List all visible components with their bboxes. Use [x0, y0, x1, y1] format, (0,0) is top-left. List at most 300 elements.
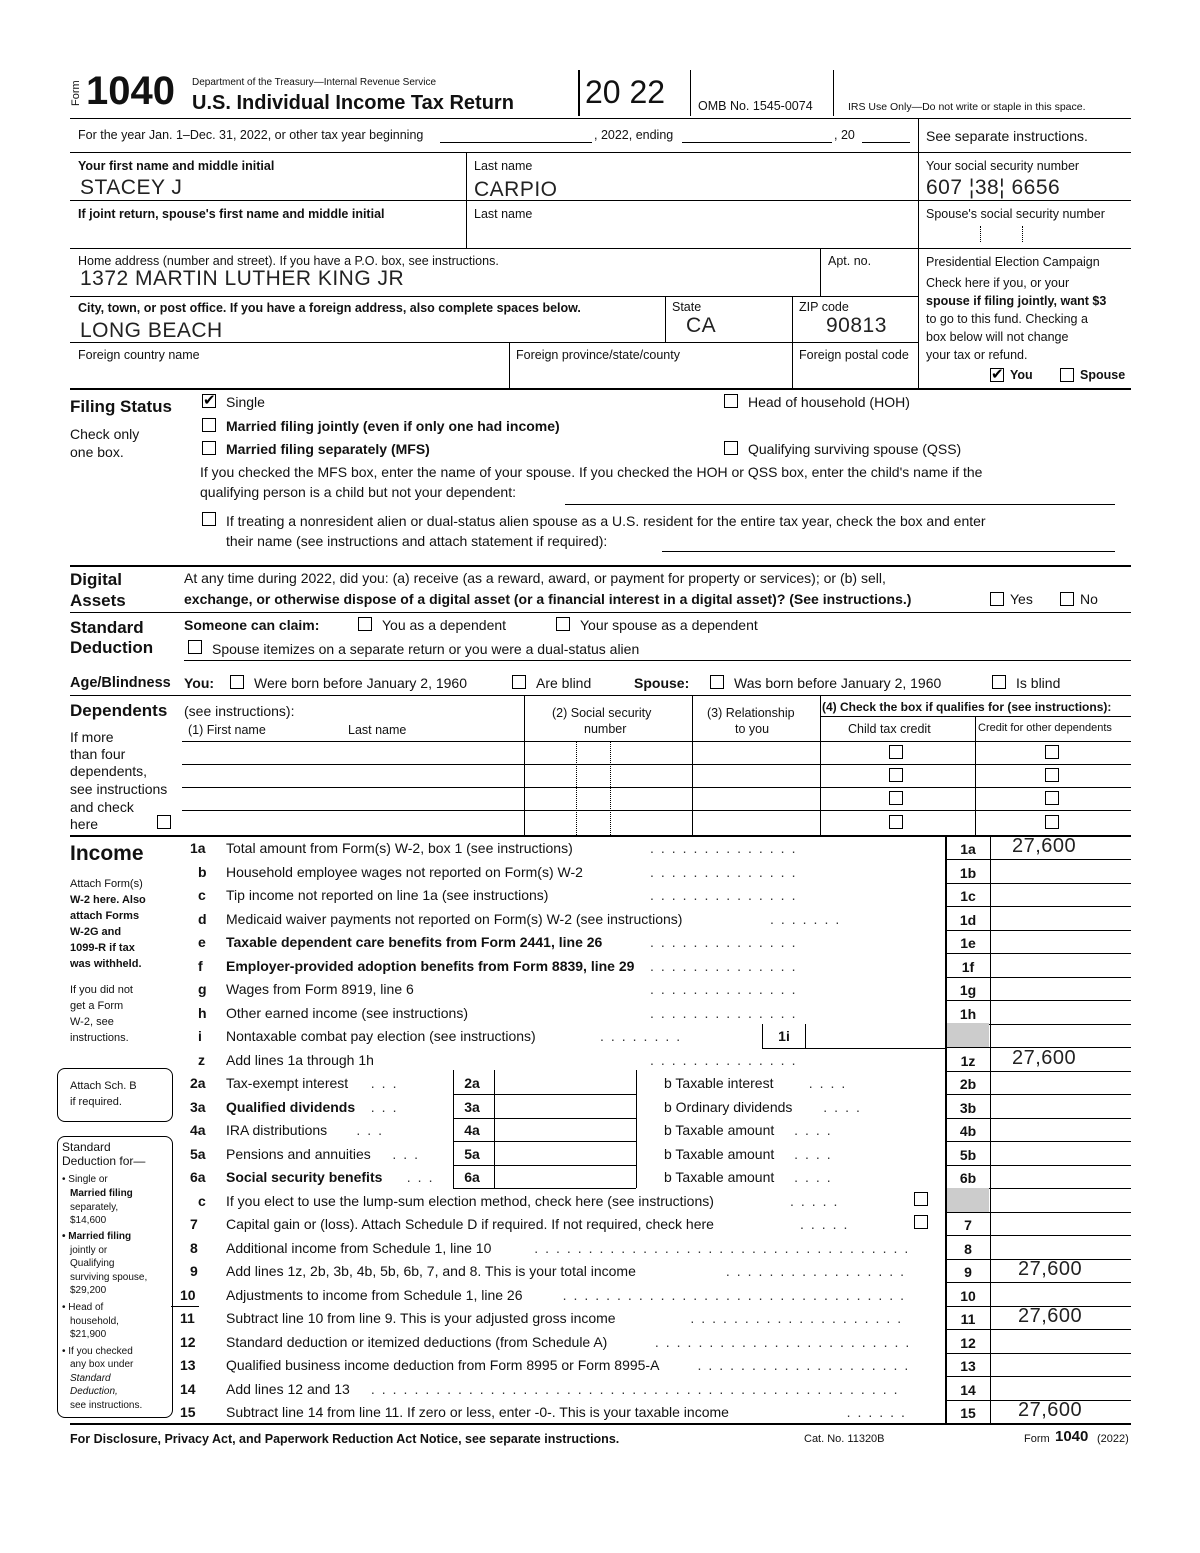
- check-only-1: Check only: [70, 426, 140, 442]
- line-15-text: Subtract line 14 from line 11. If zero or less, enter -0-. This is your taxable income: [226, 1404, 729, 1420]
- line-3a-num: 3a: [190, 1099, 206, 1115]
- leader-dots: ....: [808, 1075, 853, 1091]
- row-rule: [945, 1094, 1131, 1095]
- box-label-13: 13: [960, 1358, 976, 1374]
- sd-11: household,: [70, 1316, 119, 1327]
- row-rule: [945, 1212, 1131, 1213]
- pair-box-bottom: [453, 1094, 636, 1095]
- first-name-value[interactable]: STACEY J: [80, 176, 183, 199]
- digital-no-label: No: [1080, 591, 1098, 607]
- box-label-10: 10: [960, 1288, 976, 1304]
- mfj-label: Married filing jointly (even if only one had income): [226, 418, 560, 434]
- line-3-text: Medicaid waiver payments not reported on Form(s) W-2 (see instructions): [226, 911, 683, 927]
- hoh-checkbox[interactable]: [724, 394, 738, 408]
- dep-col-first-name: (1) First name: [188, 723, 266, 737]
- see-instructions: See separate instructions.: [926, 128, 1088, 144]
- campaign-you-label: You: [1010, 368, 1033, 382]
- digital-yes-label: Yes: [1010, 591, 1033, 607]
- pair-box-bottom: [453, 1118, 636, 1119]
- line-4-text: Taxable dependent care benefits from Form 2441, line 26: [226, 934, 603, 950]
- line-c-num: c: [198, 887, 206, 903]
- line-5b-text: b Taxable amount: [664, 1146, 775, 1162]
- row-rule: [945, 906, 1131, 907]
- spouse-itemizes-label: Spouse itemizes on a separate return or you were a dual-status alien: [212, 641, 640, 657]
- row-rule: [945, 1282, 1131, 1283]
- leader-dots: ..............: [650, 840, 803, 856]
- value-line-11[interactable]: 27,600: [1018, 1305, 1083, 1327]
- form-label: Form: [70, 80, 82, 106]
- leader-dots: ..............: [650, 887, 803, 903]
- spouse-dependent-label: Your spouse as a dependent: [580, 617, 758, 633]
- line-c-text: If you elect to use the lump-sum election method, check here (see instructions): [226, 1193, 714, 1209]
- row-rule: [945, 1071, 1131, 1072]
- single-label: Single: [226, 394, 265, 410]
- mfj-checkbox[interactable]: [202, 418, 216, 432]
- line-8-num: 8: [190, 1240, 198, 1256]
- value-1a[interactable]: 27,600: [1012, 835, 1077, 857]
- line-2b-text: b Taxable interest: [664, 1075, 774, 1091]
- dep-col-check: (4) Check the box if qualifies for (see instructions):: [822, 700, 1112, 714]
- leader-dots: ..............: [650, 864, 803, 880]
- foreign-country-label: Foreign country name: [78, 348, 200, 362]
- campaign-line3: to go to this fund. Checking a: [926, 312, 1088, 326]
- dep2-ctc-checkbox[interactable]: [889, 768, 903, 782]
- dep2-odc-checkbox[interactable]: [1045, 768, 1059, 782]
- form-title: U.S. Individual Income Tax Return: [192, 92, 514, 114]
- pair-box-divider: [494, 1070, 495, 1094]
- row-rule: [945, 883, 1131, 884]
- address-value[interactable]: 1372 MARTIN LUTHER KING JR: [80, 267, 405, 290]
- line-4a-text: IRA distributions: [226, 1122, 328, 1138]
- mfs-label: Married filing separately (MFS): [226, 441, 430, 457]
- line-10-num: 10: [180, 1287, 196, 1303]
- leader-dots: ...: [370, 1099, 404, 1115]
- row-rule: [945, 1376, 1131, 1377]
- dep-col-odc: Credit for other dependents: [978, 722, 1112, 734]
- row-rule: [945, 1141, 1131, 1142]
- row-rule: [945, 1329, 1131, 1330]
- zip-label: ZIP code: [799, 300, 849, 314]
- spouse-last-label: Last name: [474, 207, 533, 221]
- line-15-num: 15: [180, 1404, 196, 1420]
- box-label-2b: 2b: [959, 1076, 977, 1092]
- spouse-itemizes-checkbox[interactable]: [188, 640, 202, 654]
- line-7-text: Capital gain or (loss). Attach Schedule D if required. If not required, check here: [226, 1216, 714, 1232]
- age-spouse: Spouse:: [634, 675, 690, 691]
- line-14-text: Add lines 12 and 13: [226, 1381, 350, 1397]
- attach-3: attach Forms: [70, 910, 140, 922]
- leader-dots: .................................................: [370, 1381, 905, 1397]
- box-label-3a: 3a: [464, 1099, 480, 1115]
- box-label-8: 8: [964, 1241, 972, 1257]
- line-h-num: h: [198, 1005, 207, 1021]
- zip-value[interactable]: 90813: [826, 314, 887, 337]
- line-b-num: b: [198, 864, 207, 880]
- footer-cat: Cat. No. 11320B: [804, 1433, 885, 1445]
- box-label-4b: 4b: [959, 1123, 977, 1139]
- box-label-6a: 6a: [464, 1169, 480, 1185]
- line-2-text: Tip income not reported on line 1a (see instructions): [226, 887, 549, 903]
- dep-side-1: If more: [70, 729, 114, 745]
- comma-20: , 20: [834, 128, 855, 142]
- shaded-cell: [947, 1023, 989, 1047]
- pair-box-divider: [494, 1141, 495, 1165]
- foreign-province-label: Foreign province/state/county: [516, 348, 680, 362]
- line-3b-text: b Ordinary dividends: [664, 1099, 793, 1115]
- you-born-checkbox[interactable]: [230, 675, 244, 689]
- sd-12: $21,900: [70, 1329, 107, 1340]
- pair-box-divider: [494, 1094, 495, 1118]
- leader-dots: ........................: [654, 1334, 917, 1350]
- pair-box-divider: [494, 1164, 495, 1188]
- line-2a-text: Tax-exempt interest: [226, 1075, 349, 1091]
- dep1-odc-checkbox[interactable]: [1045, 745, 1059, 759]
- nra-line-2: their name (see instructions and attach statement if required):: [226, 533, 608, 549]
- spouse-first-label: If joint return, spouse's first name and middle initial: [78, 207, 385, 221]
- you-blind-label: Are blind: [536, 675, 592, 691]
- last-name-label: Last name: [474, 159, 533, 173]
- line-6a-num: 6a: [190, 1169, 206, 1185]
- line-1-text: Household employee wages not reported on Form(s) W-2: [226, 864, 583, 880]
- dep-side-5: and check: [70, 799, 134, 815]
- sd-5: • Married filing: [62, 1231, 132, 1242]
- sch-b-box: [57, 1068, 173, 1122]
- box-label-9: 9: [964, 1264, 972, 1280]
- leader-dots: ....................: [690, 1310, 909, 1326]
- campaign-line5: your tax or refund.: [926, 348, 1028, 362]
- footer-form: Form: [1024, 1433, 1050, 1445]
- dep4-ctc-checkbox[interactable]: [889, 815, 903, 829]
- department: Department of the Treasury—Internal Revenue Service: [192, 77, 437, 88]
- campaign-line2: spouse if filing jointly, want $3: [926, 294, 1107, 308]
- line-c-num: c: [198, 1193, 206, 1209]
- attach-1: Attach Form(s): [70, 878, 143, 890]
- line-f-num: f: [198, 958, 203, 974]
- dep1-ctc-checkbox[interactable]: [889, 745, 903, 759]
- pair-box-bottom: [453, 1188, 636, 1189]
- line-d-num: d: [198, 911, 207, 927]
- attach-5: 1099-R if tax: [70, 942, 135, 954]
- leader-dots: ...: [356, 1122, 390, 1138]
- sd-16: Deduction,: [70, 1386, 118, 1397]
- leader-dots: .......: [770, 911, 847, 927]
- leader-dots: ..............: [650, 934, 803, 950]
- pair-box-divider: [494, 1117, 495, 1141]
- box-label-5a: 5a: [464, 1146, 480, 1162]
- box-label-1d: 1d: [959, 912, 977, 928]
- leader-dots: ................................: [562, 1287, 912, 1303]
- inner-box-divider: [805, 1024, 806, 1048]
- line-5-text: Employer-provided adoption benefits from Form 8839, line 29: [226, 958, 635, 974]
- dep-col-ssn-2: number: [584, 722, 627, 736]
- line-4b-text: b Taxable amount: [664, 1122, 775, 1138]
- line-8-text: Nontaxable combat pay election (see instructions): [226, 1028, 536, 1044]
- line-13-text: Qualified business income deduction from Form 8995 or Form 8995-A: [226, 1357, 660, 1373]
- dep4-odc-checkbox[interactable]: [1045, 815, 1059, 829]
- age-you: You:: [184, 675, 215, 691]
- sd-9: $29,200: [70, 1285, 107, 1296]
- box-label-6b: 6b: [959, 1170, 977, 1186]
- line-7-num: 7: [190, 1216, 198, 1232]
- sd-13: • If you checked: [62, 1346, 133, 1357]
- line-1a-num: 1a: [190, 840, 206, 856]
- more-dependents-checkbox[interactable]: [157, 815, 171, 829]
- box-label-4a: 4a: [464, 1122, 480, 1138]
- tax-year-text: For the year Jan. 1–Dec. 31, 2022, or other tax year beginning: [78, 128, 424, 142]
- leader-dots: ....: [794, 1122, 838, 1138]
- city-label: City, town, or post office. If you have a foreign address, also complete spaces below.: [78, 301, 581, 315]
- line-e-num: e: [198, 934, 206, 950]
- line-11-num: 11: [180, 1310, 195, 1326]
- dep-col-rel-1: (3) Relationship: [707, 706, 795, 720]
- first-name-label: Your first name and middle initial: [78, 159, 275, 173]
- ssn-label: Your social security number: [926, 159, 1080, 173]
- row-rule: [945, 1165, 1131, 1166]
- leader-dots: ....................: [697, 1357, 916, 1373]
- box-label-1e: 1e: [960, 935, 976, 951]
- pair-box-bottom: [453, 1141, 636, 1142]
- ending-text: , 2022, ending: [594, 128, 674, 142]
- dep-side-2: than four: [70, 746, 126, 762]
- dep-col-ctc: Child tax credit: [848, 722, 931, 736]
- ssn-value[interactable]: 607 ¦38¦ 6656: [926, 176, 1061, 199]
- leader-dots: ........: [600, 1028, 688, 1044]
- dep-side-6: here: [70, 816, 99, 832]
- line-8-text: Additional income from Schedule 1, line 10: [226, 1240, 492, 1256]
- line-11-text: Subtract line 10 from line 9. This is your adjusted gross income: [226, 1310, 616, 1326]
- apt-label: Apt. no.: [828, 254, 872, 268]
- dependents-title: Dependents: [70, 701, 168, 720]
- line-10-text: Adjustments to income from Schedule 1, line 26: [226, 1287, 523, 1303]
- leader-dots: .....: [790, 1193, 845, 1209]
- income-title: Income: [70, 842, 144, 865]
- pair-box-right: [636, 1070, 637, 1094]
- dep-side-3: dependents,: [70, 763, 148, 779]
- spouse-blind-label: Is blind: [1016, 675, 1061, 691]
- box-label-14: 14: [960, 1382, 976, 1398]
- pair-box-bottom: [453, 1165, 636, 1166]
- spouse-born-checkbox[interactable]: [710, 675, 724, 689]
- footer-form-number: 1040: [1055, 1428, 1089, 1445]
- irs-use-only: IRS Use Only—Do not write or staple in this space.: [848, 101, 1086, 113]
- sd-1: • Single or: [62, 1174, 108, 1185]
- row-rule: [945, 930, 1131, 931]
- row-rule: [945, 1353, 1131, 1354]
- bracket-rule: [171, 1306, 199, 1307]
- box-label-1b: 1b: [959, 865, 977, 881]
- leader-dots: ....: [794, 1146, 838, 1162]
- digital-question-1: At any time during 2022, did you: (a) receive (as a reward, award, or payment for property or services); or (b) sell,: [184, 570, 886, 586]
- pair-box-right: [636, 1141, 637, 1165]
- sd-3: separately,: [70, 1202, 119, 1213]
- spouse-blind-checkbox[interactable]: [992, 675, 1006, 689]
- leader-dots: ...: [406, 1169, 440, 1185]
- pair-box-right: [636, 1164, 637, 1188]
- dep-col-last-name: Last name: [348, 723, 407, 737]
- sd-2: Married filing: [70, 1188, 133, 1199]
- city-value[interactable]: LONG BEACH: [80, 319, 223, 342]
- filing-note-1: If you checked the MFS box, enter the name of your spouse. If you checked the HOH or QSS box, enter the child's name if the: [200, 464, 983, 480]
- leader-dots: ...................................: [534, 1240, 916, 1256]
- dependents-see: (see instructions):: [184, 703, 295, 719]
- leader-dots: ..............: [650, 981, 803, 997]
- box-label-2a: 2a: [464, 1075, 480, 1091]
- dep-side-4: see instructions: [70, 781, 168, 797]
- campaign-you-checkbox[interactable]: [990, 368, 1004, 382]
- leader-dots: ....: [823, 1099, 867, 1115]
- line-3a-text: Qualified dividends: [226, 1099, 356, 1115]
- someone-can-claim: Someone can claim:: [184, 617, 320, 633]
- single-checkbox[interactable]: [202, 394, 216, 408]
- attach-6: was withheld.: [70, 958, 142, 970]
- dep-col-rel-2: to you: [735, 722, 770, 736]
- row-rule: [945, 977, 1131, 978]
- spouse-ssn-label: Spouse's social security number: [926, 207, 1105, 221]
- you-dependent-label: You as a dependent: [382, 617, 507, 633]
- sch-b-1: Attach Sch. B: [70, 1080, 137, 1092]
- leader-dots: ..............: [650, 958, 803, 974]
- no-form-2: get a Form: [70, 1000, 124, 1012]
- leader-dots: .................: [725, 1263, 912, 1279]
- line-5a-num: 5a: [190, 1146, 206, 1162]
- inner-box-left: [762, 1024, 763, 1048]
- sd-4: $14,600: [70, 1215, 107, 1226]
- line-9-text: Add lines 1z, 2b, 3b, 4b, 5b, 6b, 7, and 8. This is your total income: [226, 1263, 636, 1279]
- line-g-num: g: [198, 981, 207, 997]
- address-label: Home address (number and street). If you have a P.O. box, see instructions.: [78, 254, 499, 268]
- leader-dots: ......: [846, 1404, 912, 1420]
- sd-17: see instructions.: [70, 1400, 143, 1411]
- box-label-1f: 1f: [961, 959, 975, 975]
- standard-title-2: Deduction: [70, 638, 154, 657]
- spouse-dependent-checkbox[interactable]: [556, 617, 570, 631]
- sd-title-2: Deduction for—: [62, 1154, 146, 1168]
- you-blind-checkbox[interactable]: [512, 675, 526, 689]
- inner-box-bottom: [762, 1048, 945, 1049]
- box-label-1c: 1c: [960, 888, 976, 904]
- state-label: State: [672, 300, 702, 314]
- box-label-1z: 1z: [960, 1053, 976, 1069]
- row-rule: [945, 1235, 1131, 1236]
- campaign-spouse-checkbox[interactable]: [1060, 368, 1074, 382]
- leader-dots: ..............: [650, 1052, 803, 1068]
- attach-2: W-2 here. Also: [70, 894, 146, 906]
- you-dependent-checkbox[interactable]: [358, 617, 372, 631]
- line-12-num: 12: [180, 1334, 196, 1350]
- leader-dots: ..............: [650, 1005, 803, 1021]
- sd-7: Qualifying: [70, 1258, 115, 1269]
- campaign-line1: Check here if you, or your: [926, 276, 1070, 290]
- box-label-5b: 5b: [959, 1147, 977, 1163]
- filing-status-title: Filing Status: [70, 397, 172, 416]
- digital-title-2: Assets: [70, 591, 126, 610]
- tax-year: 20 22: [585, 74, 666, 110]
- campaign-line4: box below will not change: [926, 330, 1069, 344]
- campaign-spouse-label: Spouse: [1080, 368, 1126, 382]
- pair-box-right: [636, 1117, 637, 1141]
- value-line-9[interactable]: 27,600: [1018, 1258, 1083, 1280]
- qss-checkbox[interactable]: [724, 441, 738, 455]
- line-6b-text: b Taxable amount: [664, 1169, 775, 1185]
- nra-checkbox[interactable]: [202, 512, 216, 526]
- sd-14: any box under: [70, 1359, 134, 1370]
- you-born-label: Were born before January 2, 1960: [254, 675, 467, 691]
- row-rule: [945, 859, 1131, 860]
- dep3-odc-checkbox[interactable]: [1045, 791, 1059, 805]
- state-value[interactable]: CA: [686, 314, 717, 337]
- footer-notice: For Disclosure, Privacy Act, and Paperwork Reduction Act Notice, see separate instructions.: [70, 1432, 620, 1446]
- dep3-ctc-checkbox[interactable]: [889, 791, 903, 805]
- digital-yes-checkbox[interactable]: [990, 592, 1004, 606]
- box-label-1a: 1a: [960, 841, 976, 857]
- inner-box-label: 1i: [778, 1028, 790, 1044]
- value-1z[interactable]: 27,600: [1012, 1047, 1077, 1069]
- digital-no-checkbox[interactable]: [1060, 592, 1074, 606]
- sd-8: surviving spouse,: [70, 1272, 148, 1283]
- line-2a-num: 2a: [190, 1075, 206, 1091]
- row-rule: [945, 953, 1131, 954]
- age-title: Age/Blindness: [70, 675, 171, 691]
- leader-dots: ....: [794, 1169, 838, 1185]
- no-form-1: If you did not: [70, 984, 133, 996]
- line-12-text: Standard deduction or itemized deductions (from Schedule A): [226, 1334, 608, 1350]
- leader-dots: .....: [800, 1216, 855, 1232]
- sch-b-2: if required.: [70, 1096, 122, 1108]
- box-label-11: 11: [960, 1311, 976, 1327]
- sd-title-1: Standard: [62, 1140, 111, 1154]
- box-label-12: 12: [960, 1335, 976, 1351]
- sd-6: jointly or: [70, 1245, 108, 1256]
- line-13-num: 13: [180, 1357, 196, 1373]
- row-rule: [945, 1118, 1131, 1119]
- line-c-checkbox[interactable]: [914, 1192, 928, 1206]
- sd-10: • Head of: [62, 1302, 104, 1313]
- spouse-born-label: Was born before January 2, 1960: [734, 675, 942, 691]
- leader-dots: ...: [392, 1146, 426, 1162]
- leader-dots: ...: [370, 1075, 404, 1091]
- no-form-3: W-2, see: [70, 1016, 114, 1028]
- line-9-num: 9: [190, 1263, 198, 1279]
- line-6a-text: Social security benefits: [226, 1169, 383, 1185]
- line-4a-num: 4a: [190, 1122, 206, 1138]
- nra-line-1: If treating a nonresident alien or dual-status alien spouse as a U.S. resident for the entire tax year, check the box and enter: [226, 513, 986, 529]
- line-7-text: Other earned income (see instructions): [226, 1005, 468, 1021]
- line-14-num: 14: [180, 1381, 196, 1397]
- foreign-postal-label: Foreign postal code: [799, 348, 909, 362]
- standard-title-1: Standard: [70, 618, 144, 637]
- line-i-num: i: [198, 1028, 202, 1044]
- value-line-15[interactable]: 27,600: [1018, 1399, 1083, 1421]
- omb-number: OMB No. 1545-0074: [698, 99, 813, 113]
- line-7-checkbox[interactable]: [914, 1215, 928, 1229]
- line-z-num: z: [198, 1052, 205, 1068]
- digital-question-2: exchange, or otherwise dispose of a digital asset (or a financial interest in a digital asset)? (See instructions.): [184, 591, 912, 607]
- dep-col-ssn-1: (2) Social security: [552, 706, 652, 720]
- campaign-title: Presidential Election Campaign: [926, 255, 1100, 269]
- check-only-2: one box.: [70, 444, 124, 460]
- box-label-7: 7: [964, 1217, 972, 1233]
- footer-year: (2022): [1097, 1433, 1129, 1445]
- line-0-text: Total amount from Form(s) W-2, box 1 (see instructions): [226, 840, 573, 856]
- mfs-checkbox[interactable]: [202, 441, 216, 455]
- box-label-15: 15: [960, 1405, 976, 1421]
- line-9-text: Add lines 1a through 1h: [226, 1052, 374, 1068]
- qss-label: Qualifying surviving spouse (QSS): [748, 441, 962, 457]
- last-name-value[interactable]: CARPIO: [474, 178, 558, 201]
- form-number: 1040: [86, 69, 175, 113]
- attach-4: W-2G and: [70, 926, 122, 938]
- no-form-4: instructions.: [70, 1032, 129, 1044]
